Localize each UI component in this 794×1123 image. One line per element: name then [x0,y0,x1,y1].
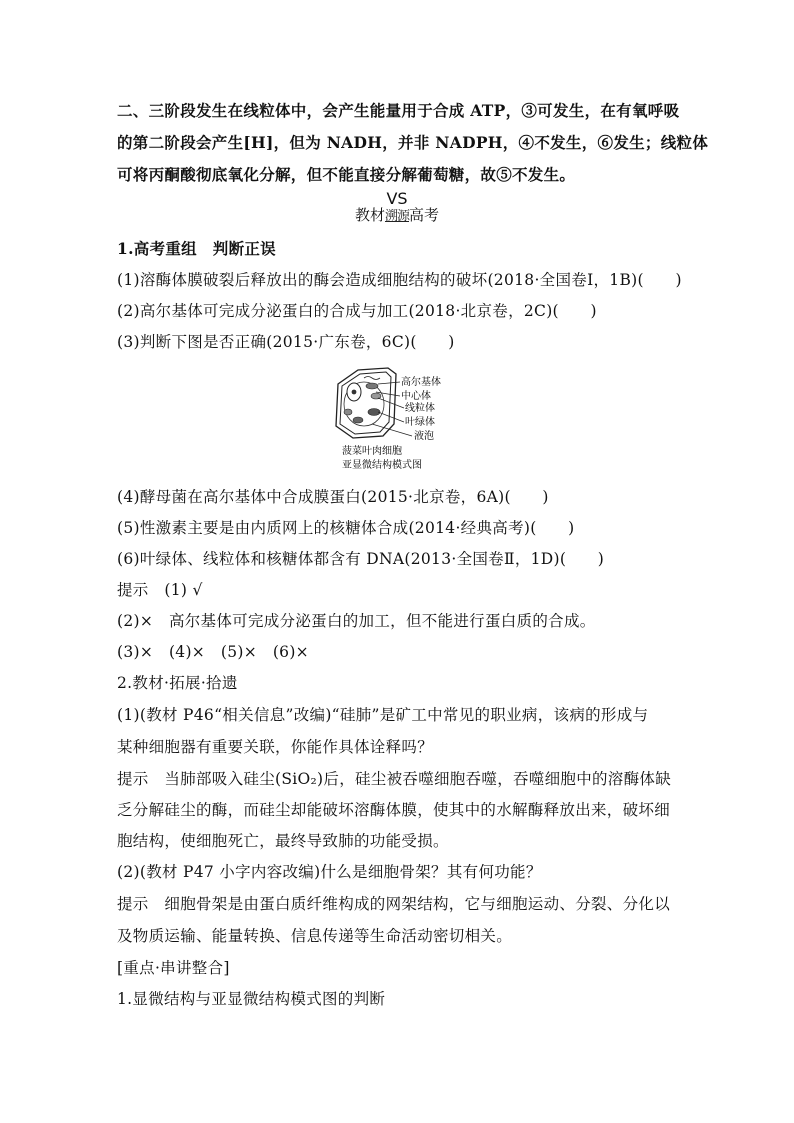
section-title: 2.教材·拓展·拾遗 [117,674,238,692]
figure-caption-2: 亚显微结构模式图 [342,460,422,471]
question-4: (4)酵母菌在高尔基体中合成膜蛋白(2015·北京卷，6A)( ) [117,488,549,506]
cell-diagram [328,364,468,474]
cell-diagram-figure [328,364,468,474]
label-chloroplast: 叶绿体 [405,417,435,428]
question-line: 某种细胞器有重要关联，你能作具体诠释吗？ [117,738,434,756]
hint-answer-2: (2)× 高尔基体可完成分泌蛋白的加工，但不能进行蛋白质的合成。 [117,612,596,630]
label-golgi: 高尔基体 [401,377,441,388]
figure-caption-1: 菠菜叶肉细胞 [342,446,402,457]
question-3: (3)判断下图是否正确(2015·广东卷，6C)( ) [117,333,455,351]
banner-left: 教材 [354,206,385,224]
question-line: (2)(教材 P47 小字内容改编)什么是细胞骨架？其有何功能？ [117,863,542,881]
answer-line: 乏分解硅尘的酶，而硅尘却能破坏溶酶体膜，使其中的水解酶释放出来，破坏细 [117,801,671,819]
answer-line: 及物质运输、能量转换、信息传递等生命活动密切相关。 [117,927,513,945]
label-centrosome: 中心体 [401,391,431,402]
paragraph-line: 的第二阶段会产生[H]，但为 NADH，并非 NADPH，④不发生，⑥发生；线粒体 [117,133,709,152]
question-line: (1)(教材 P46“相关信息”改编)“硅肺”是矿工中常见的职业病，该病的形成与 [117,706,649,724]
section-title: 1.显微结构与亚显微结构模式图的判断 [117,990,386,1008]
answer-line: 提示 当肺部吸入硅尘(SiO₂)后，硅尘被吞噬细胞吞噬，吞噬细胞中的溶酶体缺 [117,770,671,788]
question-5: (5)性激素主要是由内质网上的核糖体合成(2014·经典高考)( ) [117,519,575,537]
section-title: 1.高考重组 判断正误 [117,239,276,258]
banner-right: 高考 [409,206,440,224]
banner-middle: 溯源 [384,209,409,224]
vs-mark: VS [386,189,408,208]
question-1: (1)溶酶体膜破裂后释放出的酶会造成细胞结构的破坏(2018·全国卷Ⅰ，1B)( ) [117,271,682,289]
label-vacuole: 液泡 [414,431,434,442]
section-banner [0,204,794,225]
paragraph-line: 二、三阶段发生在线粒体中，会产生能量用于合成 ATP，③可发生，在有氧呼吸 [117,101,680,120]
section-bracket-heading: [重点·串讲整合] [117,959,230,977]
question-2: (2)高尔基体可完成分泌蛋白的合成与加工(2018·北京卷，2C)( ) [117,302,597,320]
label-mitochondria: 线粒体 [405,403,435,414]
question-6: (6)叶绿体、线粒体和核糖体都含有 DNA(2013·全国卷Ⅱ，1D)( ) [117,550,605,568]
paragraph-line: 可将丙酮酸彻底氧化分解，但不能直接分解葡萄糖，故⑤不发生。 [117,165,576,184]
hint-answer-1: 提示 (1) √ [117,581,203,599]
answer-line: 提示 细胞骨架是由蛋白质纤维构成的网架结构，它与细胞运动、分裂、分化以 [117,895,671,913]
answer-line: 胞结构，使细胞死亡，最终导致肺的功能受损。 [117,832,449,850]
hint-answer-3: (3)× (4)× (5)× (6)× [117,643,309,661]
